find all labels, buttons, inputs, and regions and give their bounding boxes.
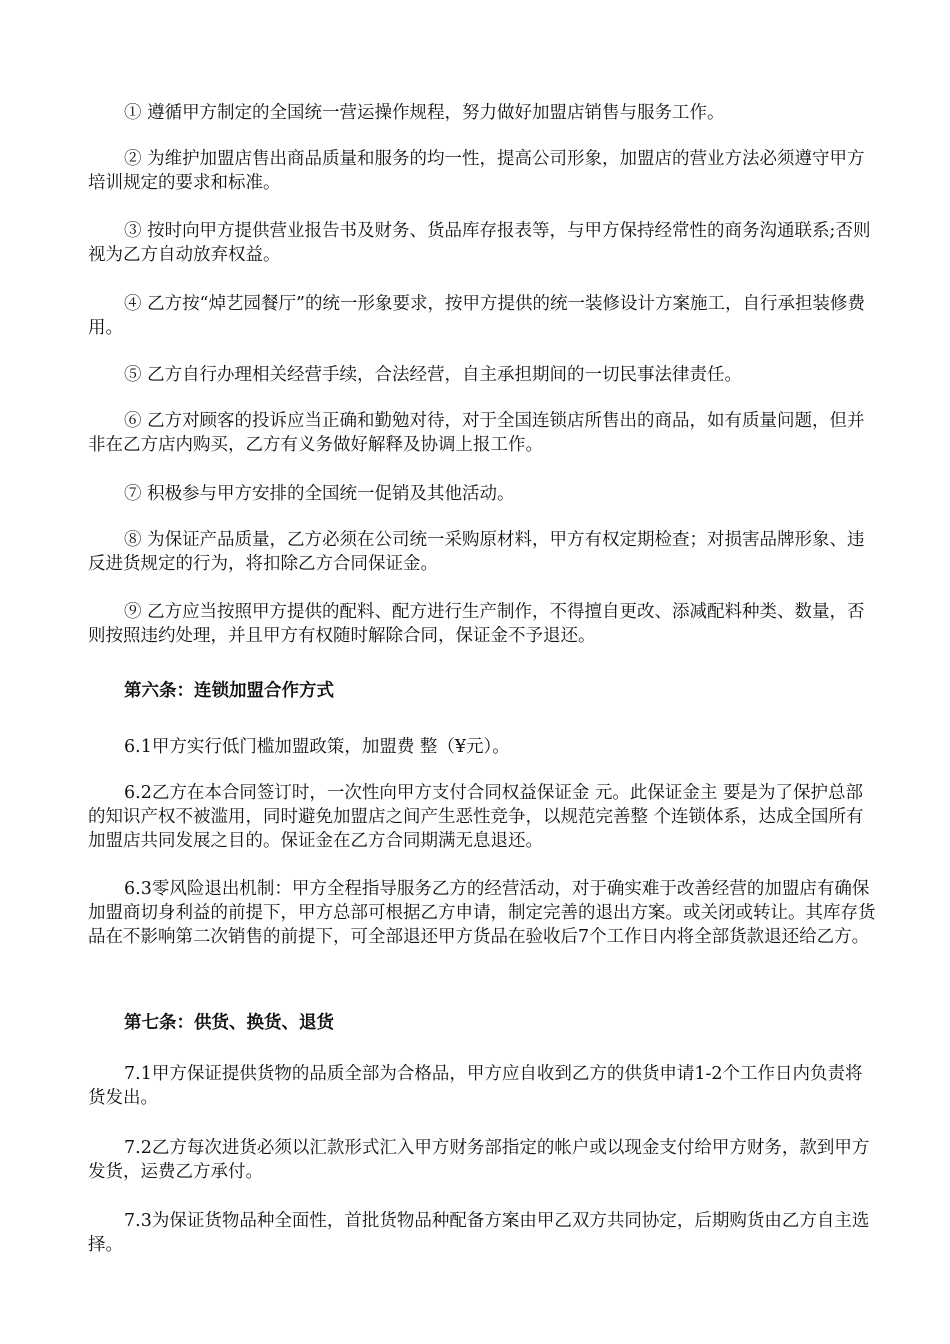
article-6-heading: 第六条：连锁加盟合作方式 [124, 681, 334, 701]
clause-7-1: 7.1甲方保证提供货物的品质全部为合格品，甲方应自收到乙方的供货申请1-2个工作日内负责将货发出。 [88, 1064, 863, 1108]
duty-item-8: ⑧ 为保证产品质量，乙方必须在公司统一采购原材料，甲方有权定期检查；对损害品牌形象、违反进货规定的行为，将扣除乙方合同保证金。 [88, 530, 865, 574]
clause-6-2: 6.2乙方在本合同签订时，一次性向甲方支付合同权益保证金 元。此保证金主 要是为了保护总部的知识产权不被滥用，同时避免加盟店之间产生恶性竞争，以规范完善整 个连锁体系，达成全国所有加盟店共同发展之目的。保证金在乙方合同期满无息退还。 [88, 783, 864, 851]
clause-7-2: 7.2乙方每次进货必须以汇款形式汇入甲方财务部指定的帐户或以现金支付给甲方财务，款到甲方发货，运费乙方承付。 [88, 1138, 870, 1182]
duty-item-7: ⑦ 积极参与甲方安排的全国统一促销及其他活动。 [124, 484, 515, 504]
clause-7-3: 7.3为保证货物品种全面性，首批货物品种配备方案由甲乙双方共同协定，后期购货由乙方自主选择。 [88, 1211, 870, 1255]
clause-6-3: 6.3零风险退出机制：甲方全程指导服务乙方的经营活动，对于确实难于改善经营的加盟店有确保加盟商切身利益的前提下，甲方总部可根据乙方申请，制定完善的退出方案。或关闭或转让。其库存货品在不影响第二次销售的前提下，可全部退还甲方货品在验收后7个工作日内将全部货款退还给乙方。 [88, 879, 876, 947]
article-7-heading: 第七条：供货、换货、退货 [124, 1013, 334, 1033]
duty-item-3: ③ 按时向甲方提供营业报告书及财务、货品库存报表等，与甲方保持经常性的商务沟通联系;否则视为乙方自动放弃权益。 [88, 221, 871, 265]
duty-item-9: ⑨ 乙方应当按照甲方提供的配料、配方进行生产制作，不得擅自更改、添减配料种类、数量，否则按照违约处理，并且甲方有权随时解除合同，保证金不予退还。 [88, 602, 865, 646]
duty-item-6: ⑥ 乙方对顾客的投诉应当正确和勤勉对待，对于全国连锁店所售出的商品，如有质量问题，但并非在乙方店内购买，乙方有义务做好解释及协调上报工作。 [88, 411, 865, 455]
clause-6-1: 6.1甲方实行低门槛加盟政策，加盟费 整（¥元）。 [124, 737, 510, 757]
duty-item-5: ⑤ 乙方自行办理相关经营手续，合法经营，自主承担期间的一切民事法律责任。 [124, 365, 743, 385]
duty-item-2: ② 为维护加盟店售出商品质量和服务的均一性，提高公司形象，加盟店的营业方法必须遵守甲方培训规定的要求和标准。 [88, 149, 865, 193]
duty-item-1: ① 遵循甲方制定的全国统一营运操作规程，努力做好加盟店销售与服务工作。 [124, 103, 725, 123]
duty-item-4: ④ 乙方按“焯艺园餐厅”的统一形象要求，按甲方提供的统一装修设计方案施工，自行承担装修费用。 [88, 294, 865, 338]
